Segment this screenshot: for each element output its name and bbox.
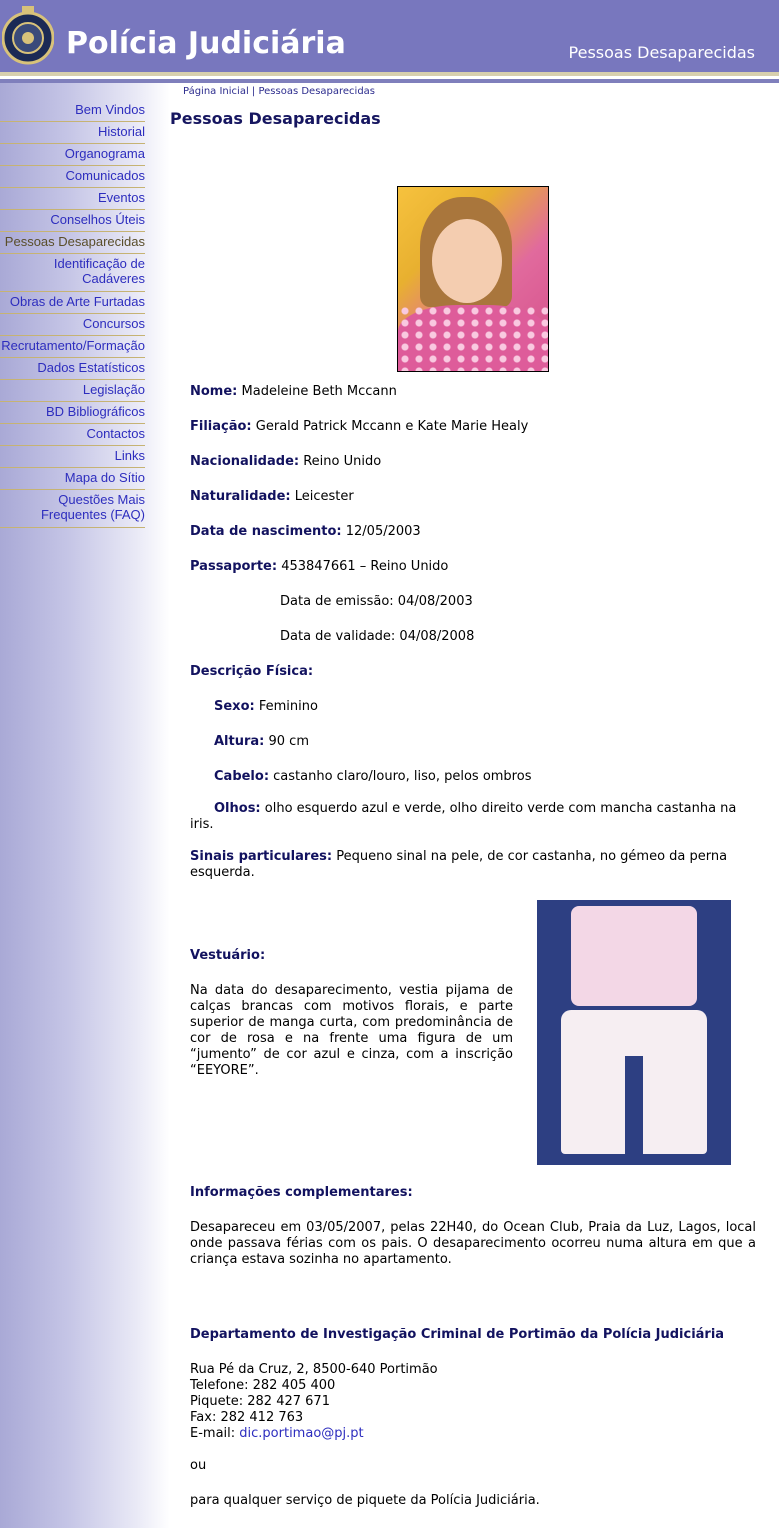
field-sinais-cont: esquerda.: [190, 865, 255, 880]
field-altura: [214, 734, 309, 750]
field-nascimento: [190, 524, 421, 540]
value-filiacao: Gerald Patrick Mccann e Kate Marie Healy: [251, 419, 529, 434]
value-nascimento: 12/05/2003: [341, 524, 421, 539]
value-cabelo: castanho claro/louro, liso, pelos ombros: [269, 769, 532, 784]
info-text: Desapareceu em 03/05/2007, pelas 22H40, do Ocean Club, Praia da Luz, Lagos, local onde passava férias com os pais. O desaparecimento ocorreu numa altura em que a criança estava sozinha no apartamento.: [190, 1220, 756, 1267]
field-descricao-fisica: [190, 664, 313, 680]
contact-email: [190, 1426, 364, 1442]
nav-bd-bibliograficos[interactable]: BD Bibliográficos: [0, 402, 145, 424]
nav-comunicados[interactable]: Comunicados: [0, 166, 145, 188]
vestuario-text: Na data do desaparecimento, vestia pijama de calças brancas com motivos florais, e parte superior de manga curta, com predominância de cor de rosa e na frente uma figura de um “jumento” de cor azul e cinza, com a inscrição “EEYORE”.: [190, 983, 513, 1078]
field-naturalidade: [190, 489, 354, 505]
label-nacionalidade: Nacionalidade:: [190, 454, 300, 469]
label-sinais: Sinais particulares:: [190, 849, 333, 864]
label-cabelo: Cabelo:: [214, 769, 270, 784]
person-photo: [397, 186, 549, 372]
nav-concursos[interactable]: Concursos: [0, 314, 145, 336]
contact-fax: Fax: 282 412 763: [190, 1410, 304, 1425]
nav-dados-estatisticos[interactable]: Dados Estatísticos: [0, 358, 145, 380]
nav-eventos[interactable]: Eventos: [0, 188, 145, 210]
nav-faq[interactable]: Questões Mais Frequentes (FAQ): [0, 490, 145, 528]
site-header: [0, 0, 779, 72]
nav-conselhos-uteis[interactable]: Conselhos Úteis: [0, 210, 145, 232]
label-descricao-fisica: Descrição Física:: [190, 664, 314, 679]
field-vestuario: [190, 948, 265, 964]
nav-identificacao-cadaveres[interactable]: Identificação de Cadáveres: [0, 254, 145, 292]
nav-pessoas-desaparecidas[interactable]: Pessoas Desaparecidas: [0, 232, 145, 254]
email-label: E-mail:: [190, 1426, 240, 1441]
breadcrumb-home[interactable]: Página Inicial: [183, 86, 249, 97]
value-passaporte: 453847661 – Reino Unido: [277, 559, 449, 574]
value-sinais: Pequeno sinal na pele, de cor castanha, no gémeo da perna: [332, 849, 728, 864]
value-naturalidade: Leicester: [290, 489, 354, 504]
nav-historial[interactable]: Historial: [0, 122, 145, 144]
photo-tee: [571, 906, 697, 1006]
field-emissao: Data de emissão: 04/08/2003: [280, 594, 473, 609]
value-nacionalidade: Reino Unido: [299, 454, 382, 469]
label-passaporte: Passaporte:: [190, 559, 278, 574]
field-sinais: [190, 849, 727, 865]
field-sexo: [214, 699, 318, 715]
header-section-title: Pessoas Desaparecidas: [568, 43, 755, 62]
breadcrumb: [183, 86, 375, 97]
field-nome: [190, 384, 397, 400]
nav-mapa-sitio[interactable]: Mapa do Sítio: [0, 468, 145, 490]
field-validade: Data de validade: 04/08/2008: [280, 629, 475, 644]
contact-phone: Telefone: 282 405 400: [190, 1378, 336, 1393]
nav-contactos[interactable]: Contactos: [0, 424, 145, 446]
photo-face: [432, 219, 502, 303]
field-cabelo: [214, 769, 531, 785]
field-olhos: [214, 801, 736, 817]
label-sexo: Sexo:: [214, 699, 255, 714]
label-dept: Departamento de Investigação Criminal de Portimão da Polícia Judiciária: [190, 1327, 725, 1342]
value-olhos: olho esquerdo azul e verde, olho direito verde com mancha castanha na: [260, 801, 737, 816]
label-info: Informações complementares:: [190, 1185, 413, 1200]
contact-piquete: Piquete: 282 427 671: [190, 1394, 330, 1409]
breadcrumb-separator: |: [248, 86, 259, 97]
field-olhos-cont: iris.: [190, 817, 214, 832]
nav-legislacao[interactable]: Legislação: [0, 380, 145, 402]
contact-or: ou: [190, 1458, 207, 1473]
nav-bem-vindos[interactable]: Bem Vindos: [0, 100, 145, 122]
nav-recrutamento[interactable]: Recrutamento/Formação: [0, 336, 145, 358]
field-passaporte: [190, 559, 448, 575]
label-nome: Nome:: [190, 384, 238, 399]
police-badge-icon: [2, 4, 54, 68]
site-brand: Polícia Judiciária: [66, 26, 346, 61]
label-naturalidade: Naturalidade:: [190, 489, 291, 504]
value-sexo: Feminino: [254, 699, 318, 714]
photo-shirt-pattern: [398, 305, 548, 371]
sidebar: [0, 83, 170, 1528]
field-filiacao: [190, 419, 528, 435]
label-vestuario: Vestuário:: [190, 948, 266, 963]
label-nascimento: Data de nascimento:: [190, 524, 342, 539]
contact-footer: para qualquer serviço de piquete da Polícia Judiciária.: [190, 1493, 540, 1508]
label-altura: Altura:: [214, 734, 265, 749]
value-nome: Madeleine Beth Mccann: [237, 384, 397, 399]
clothing-photo: [537, 900, 731, 1165]
field-nacionalidade: [190, 454, 381, 470]
nav-obras-arte-furtadas[interactable]: Obras de Arte Furtadas: [0, 292, 145, 314]
nav-links[interactable]: Links: [0, 446, 145, 468]
sidebar-nav: [0, 100, 145, 528]
label-filiacao: Filiação:: [190, 419, 252, 434]
contact-address: Rua Pé da Cruz, 2, 8500-640 Portimão: [190, 1362, 438, 1377]
value-altura: 90 cm: [264, 734, 309, 749]
photo-pants: [561, 1010, 707, 1154]
email-link[interactable]: dic.portimao@pj.pt: [239, 1426, 364, 1441]
label-olhos: Olhos:: [214, 801, 261, 816]
nav-organograma[interactable]: Organograma: [0, 144, 145, 166]
field-info: [190, 1185, 413, 1201]
page-title: Pessoas Desaparecidas: [170, 109, 381, 128]
breadcrumb-current[interactable]: Pessoas Desaparecidas: [258, 86, 376, 97]
contact-dept: [190, 1327, 724, 1343]
